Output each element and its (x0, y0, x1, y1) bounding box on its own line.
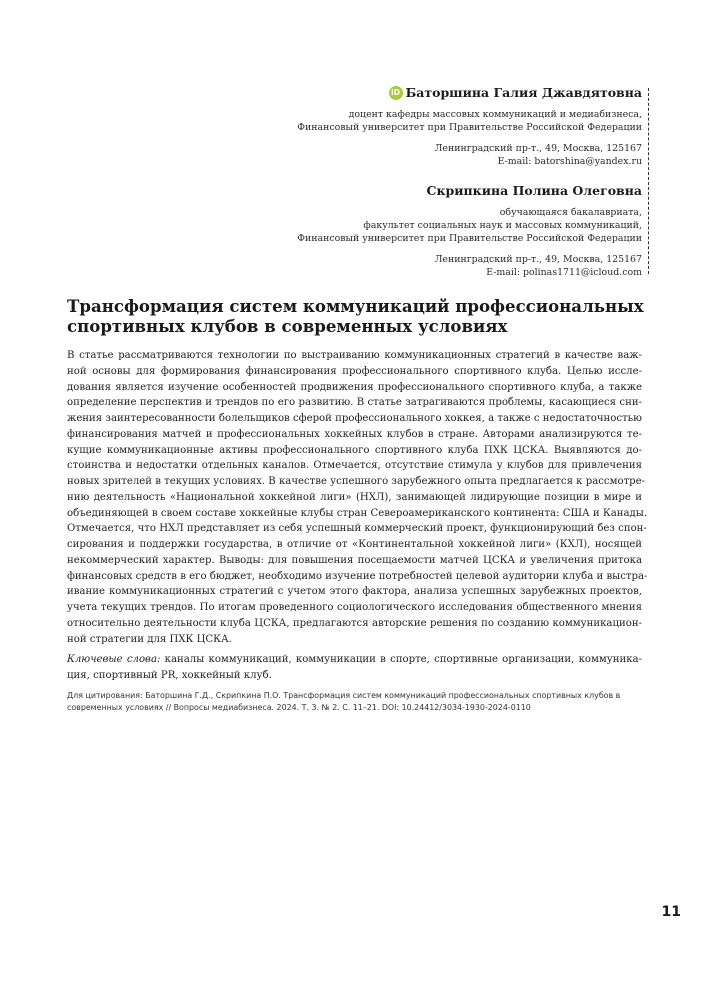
author-name: Скрипкина Полина Олеговна (426, 183, 642, 198)
title-line: Трансформация систем коммуникаций профессиональных (67, 296, 644, 316)
citation-line: Для цитирования: Баторшина Г.Д., Скрипкина П.О. Трансформация систем коммуникаций профессиональных спортивных клубов в (67, 691, 621, 700)
abstract-line: В статье рассматриваются технологии по выстраиванию коммуникационных стратегий в качестве важ- (67, 350, 642, 361)
abstract-line: ивание коммуникационных стратегий с учетом этого фактора, анализа успешных зарубежных проектов, (67, 586, 642, 598)
author-affiliation (280, 206, 642, 245)
abstract-line: дования является изучение особенностей продвижения профессионального спортивного клуба, а также (67, 381, 642, 393)
email-line: E-mail: batorshina@yandex.ru (497, 156, 642, 167)
email-line: E-mail: polinas1711@icloud.com (486, 267, 642, 278)
abstract-line: относительно деятельности клуба ЦСКА, предлагаются авторские решения по созданию коммуникацион- (67, 617, 642, 629)
title-line: спортивных клубов в современных условиях (67, 316, 508, 336)
article-title (67, 296, 647, 336)
keywords-label: Ключевые слова: (67, 654, 161, 665)
abstract-line: сирования и поддержки государства, в отличие от «Континентальной хоккейной лиги» (КХЛ), носящей (67, 539, 642, 550)
abstract-line: финансовых средств в его бюджет, необходимо изучение потребностей целевой аудитории клуба и выстра- (67, 570, 648, 582)
author-2 (280, 182, 642, 279)
affiliation-line: обучающаяся бакалавриата, (499, 207, 642, 218)
abstract-line: ной стратегии для ПХК ЦСКА. (67, 633, 232, 645)
keywords (67, 652, 642, 684)
abstract-line: объединяющей в своем составе хоккейные клубы стран Североамериканского континента: США и Канады. (67, 507, 648, 519)
address-line: Ленинградский пр-т., 49, Москва, 125167 (434, 254, 642, 265)
author-address (280, 142, 642, 168)
citation-line: современных условиях // Вопросы медиабизнеса. 2024. Т. 3. № 2. С. 11–21. DOI: 10.24412/3034-1930-2024-0110 (67, 702, 531, 712)
affiliation-line: факультет социальных наук и массовых коммуникаций, (363, 220, 642, 231)
page-number: 11 (661, 904, 681, 920)
abstract-line: ной основы для формирования финансирования профессионального спортивного клуба. Целью иссле- (67, 365, 642, 377)
author-address (280, 253, 642, 279)
author-affiliation (280, 108, 642, 134)
address-line: Ленинградский пр-т., 49, Москва, 125167 (434, 143, 642, 154)
authors-block (280, 84, 642, 279)
author-1 (280, 84, 642, 168)
abstract-line: новых зрителей в текущих условиях. В качестве успешного зарубежного опыта предлагается к рассмотре- (67, 476, 646, 487)
vertical-dashed-rule (648, 88, 649, 274)
affiliation-line: доцент кафедры массовых коммуникаций и медиабизнеса, (348, 109, 642, 120)
abstract-line: финансирования матчей и профессиональных хоккейных клубов в стране. Авторами анализируются те- (67, 428, 642, 440)
abstract-line: нию деятельность «Национальной хоккейной лиги» (НХЛ), занимающей лидирующие позиции в мире и (67, 491, 642, 503)
affiliation-line: Финансовый университет при Правительстве Российской Федерации (297, 233, 642, 244)
abstract-line: кущие коммуникационные активы профессионального спортивного клуба ПХК ЦСКА. Выявляются до- (67, 444, 642, 456)
author-name: Баторшина Галия Джавдятовна (405, 85, 642, 100)
keywords-line (67, 652, 642, 668)
orcid-icon[interactable]: iD (389, 86, 403, 100)
abstract-line: жения заинтересованности болельщиков сферой профессионального хоккея, а также с недостаточностью (67, 413, 642, 424)
abstract-line: определение перспектив и трендов по его развитию. В статье затрагиваются проблемы, касающиеся сни- (67, 397, 642, 409)
keywords-text: каналы коммуникаций, коммуникации в спорте, спортивные организации, коммуника- (160, 654, 643, 665)
abstract-line: учета текущих трендов. По итогам проведенного социологического исследования общественного мнения (67, 602, 642, 613)
abstract-line: некоммерческий характер. Выводы: для повышения посещаемости матчей ЦСКА и увеличения притока (67, 554, 642, 566)
abstract-line: Отмечается, что НХЛ представляет из себя успешный коммерческий проект, функционирующий без спон- (67, 523, 647, 535)
abstract-line: стоинства и недостатки отдельных каналов. Отмечается, отсутствие стимула у клубов для привлечения (67, 460, 642, 472)
citation (67, 690, 642, 713)
abstract (67, 348, 648, 647)
keywords-line: ция, спортивный PR, хоккейный клуб. (67, 669, 272, 681)
affiliation-line: Финансовый университет при Правительстве Российской Федерации (297, 122, 642, 133)
